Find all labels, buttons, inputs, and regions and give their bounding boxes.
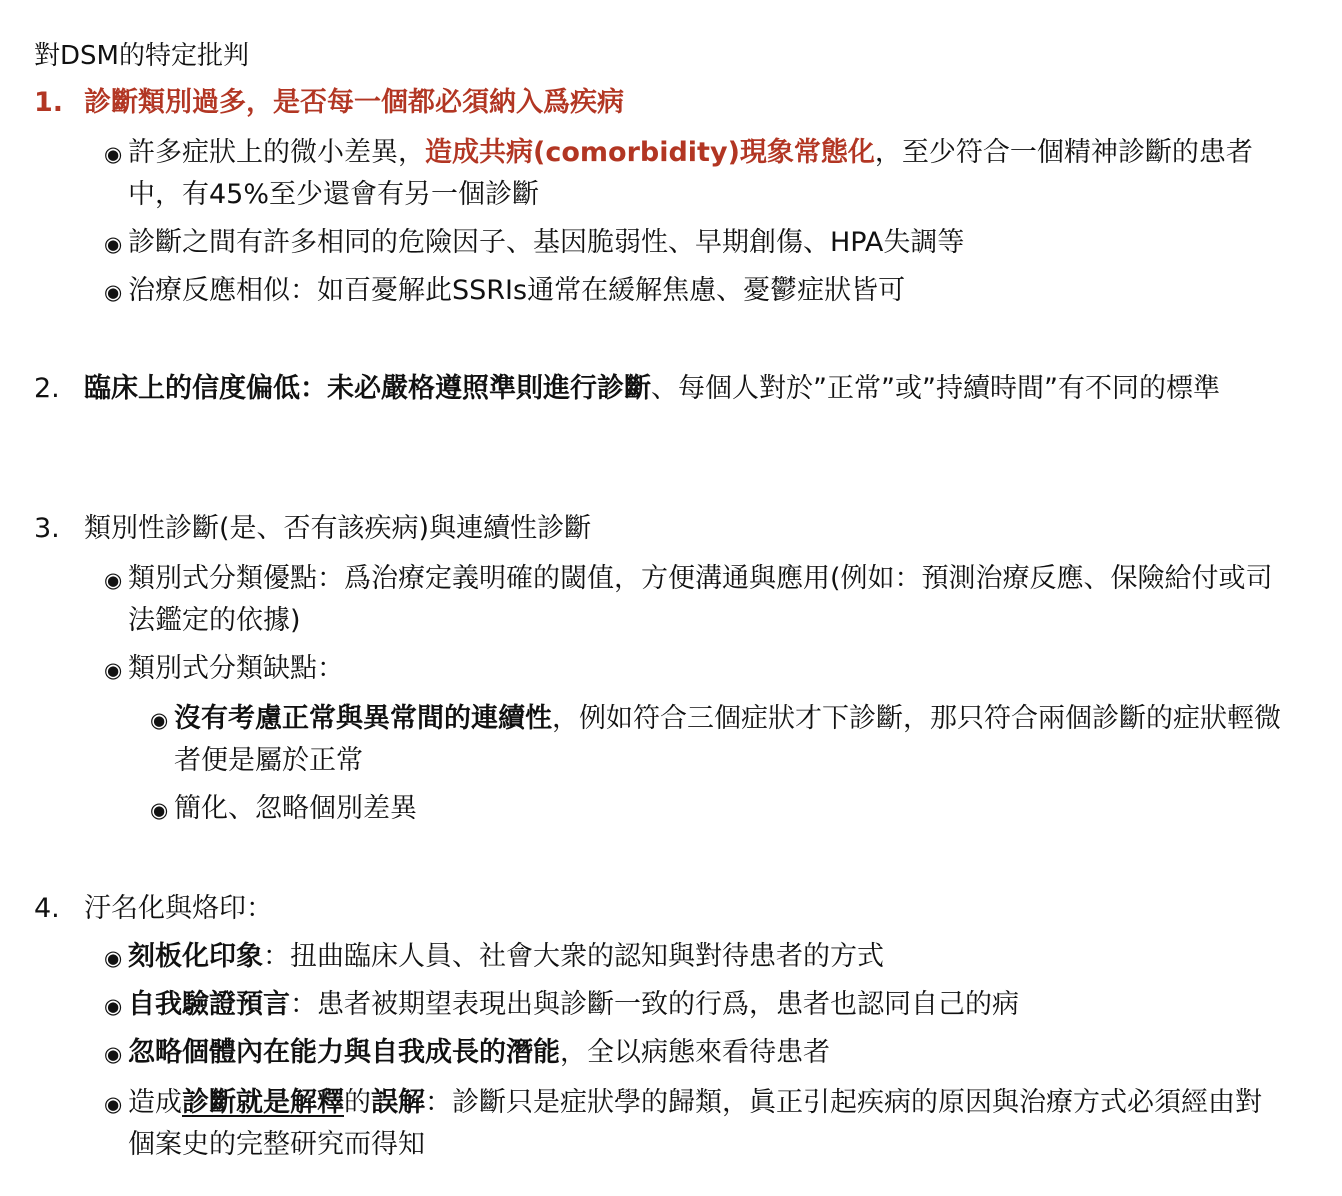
bullet-icon: ◉ bbox=[104, 568, 123, 592]
sub-list-item: ◉ 沒有考慮正常與異常間的連續性，例如符合三個症狀才下診斷，那只符合兩個診斷的症狀輕微者便是屬於正常 bbox=[150, 698, 1290, 782]
list-item: ◉ 造成診斷就是解釋的誤解：診斷只是症狀學的歸類，眞正引起疾病的原因與治療方式必須經由對個案史的完整研究而得知 bbox=[104, 1082, 1284, 1166]
section-heading: 診斷類別過多，是否每一個都必須納入爲疾病 bbox=[84, 87, 624, 118]
underlined-bold-text: 診斷就是解釋 bbox=[182, 1087, 344, 1118]
list-item: ◉ 自我驗證預言：患者被期望表現出與診斷一致的行爲，患者也認同自己的病 bbox=[104, 984, 1284, 1026]
bold-text: 誤解 bbox=[371, 1087, 425, 1118]
section-number: 4. bbox=[34, 893, 60, 924]
section-number: 2. bbox=[34, 373, 60, 404]
list-item: ◉ 忽略個體內在能力與自我成長的潛能，全以病態來看待患者 bbox=[104, 1032, 1284, 1074]
bold-text: 忽略個體內在能力與自我成長的潛能 bbox=[128, 1037, 560, 1068]
page-title: 對DSM的特定批判 bbox=[34, 41, 249, 71]
bold-text: 自我驗證預言 bbox=[128, 989, 290, 1020]
bullet-icon: ◉ bbox=[104, 142, 123, 166]
list-item: ◉ 許多症狀上的微小差異，造成共病(comorbidity)現象常態化，至少符合一個精神診斷的患者中，有45%至少還會有另一個診斷 bbox=[104, 132, 1284, 216]
bullet-icon: ◉ bbox=[150, 708, 169, 732]
section-3 bbox=[34, 508, 1294, 550]
section-1 bbox=[34, 82, 1294, 124]
section-2: 2. 臨床上的信度偏低：未必嚴格遵照準則進行診斷、每個人對於”正常”或”持續時間”有不同的標準 bbox=[34, 368, 1294, 410]
bullet-icon: ◉ bbox=[104, 658, 123, 682]
bullet-icon: ◉ bbox=[104, 946, 123, 970]
list-item: ◉ 類別式分類缺點： bbox=[104, 648, 1284, 690]
bullet-icon: ◉ bbox=[104, 280, 123, 304]
bullet-icon: ◉ bbox=[104, 994, 123, 1018]
bold-text: 沒有考慮正常與異常間的連續性 bbox=[174, 703, 552, 734]
list-item: ◉ 類別式分類優點：爲治療定義明確的閾值，方便溝通與應用(例如：預測治療反應、保險給付或司法鑑定的依據) bbox=[104, 558, 1284, 642]
bullet-icon: ◉ bbox=[104, 1042, 123, 1066]
section-heading: 類別性診斷(是、否有該疾病)與連續性診斷 bbox=[84, 513, 592, 544]
list-item: ◉ 治療反應相似：如百憂解此SSRIs通常在緩解焦慮、憂鬱症狀皆可 bbox=[104, 270, 1284, 312]
section-number: 1. bbox=[34, 87, 64, 118]
bullet-icon: ◉ bbox=[104, 232, 123, 256]
bold-text: 臨床上的信度偏低：未必嚴格遵照準則進行診斷 bbox=[84, 373, 651, 404]
bullet-icon: ◉ bbox=[104, 1092, 123, 1116]
section-number: 3. bbox=[34, 513, 60, 544]
list-item: ◉ 刻板化印象：扭曲臨床人員、社會大衆的認知與對待患者的方式 bbox=[104, 936, 1284, 978]
section-heading: 汙名化與烙印： bbox=[84, 893, 273, 924]
bold-text: 刻板化印象 bbox=[128, 941, 263, 972]
section-4 bbox=[34, 888, 1294, 930]
list-item: ◉ 診斷之間有許多相同的危險因子、基因脆弱性、早期創傷、HPA失調等 bbox=[104, 222, 1284, 264]
sub-list-item: ◉ 簡化、忽略個別差異 bbox=[150, 788, 1290, 830]
highlight-text: 造成共病(comorbidity)現象常態化 bbox=[425, 137, 875, 168]
bullet-icon: ◉ bbox=[150, 798, 169, 822]
